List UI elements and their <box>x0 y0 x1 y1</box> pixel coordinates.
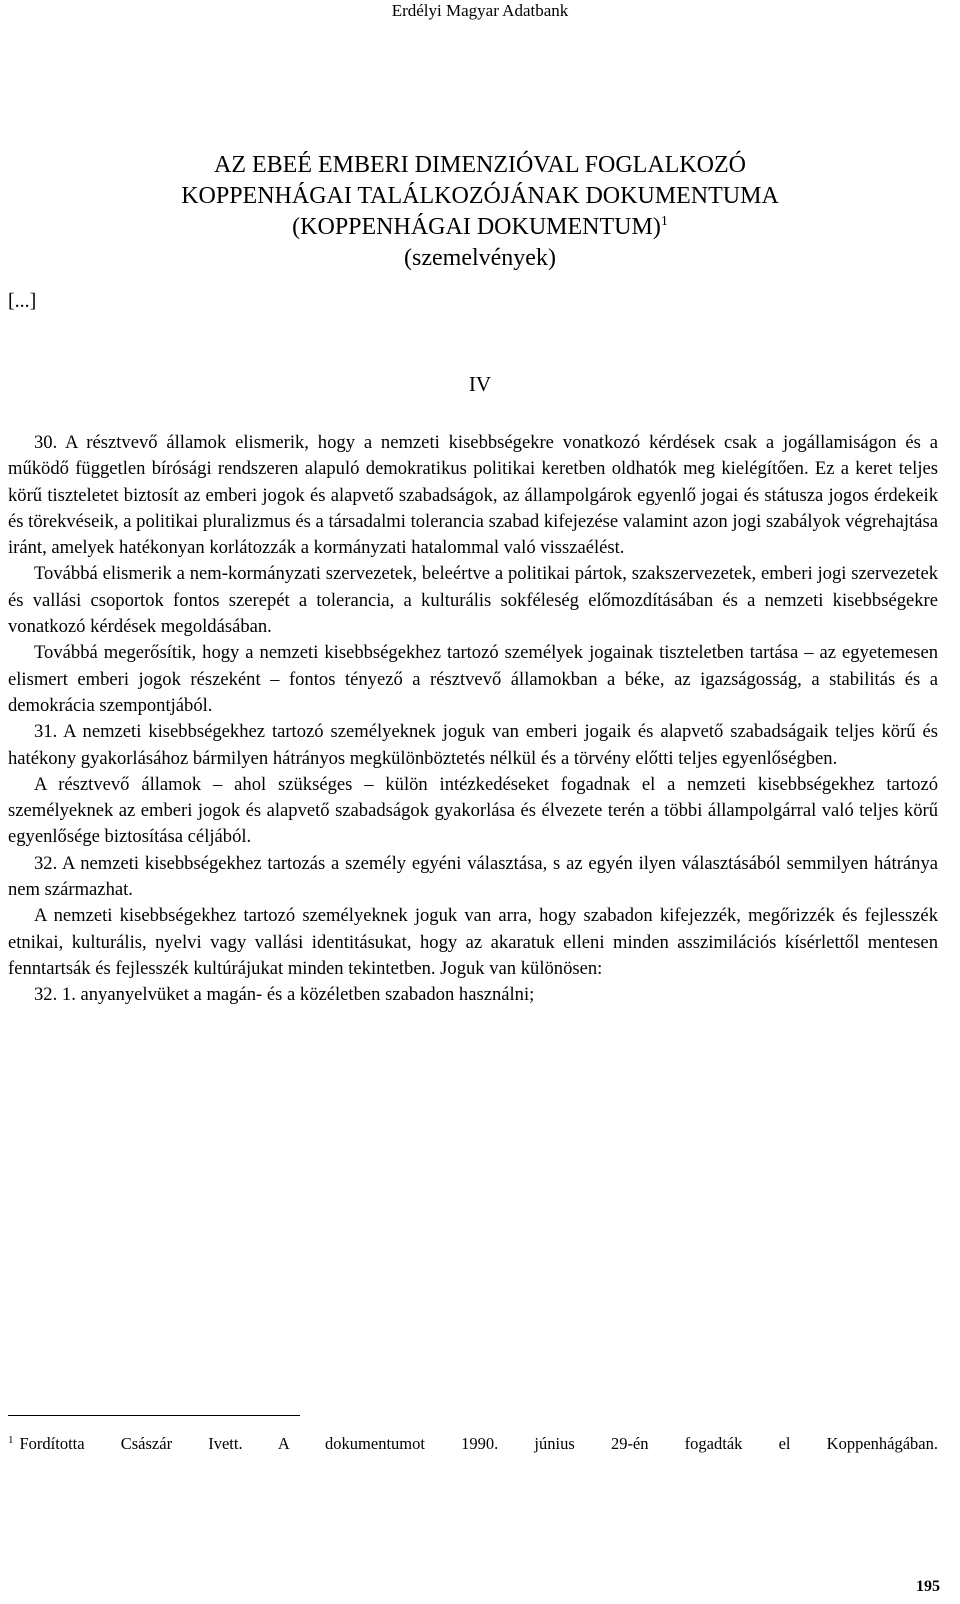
paragraph-32-identity: A nemzeti kisebbségekhez tartozó személyeknek joguk van arra, hogy szabadon kifejezzék, megőrizzék és fejlesszék etnikai, kulturális, nyelvi vagy vallási identitásukat, hogy az akaratuk elleni minden asszimilációs kísérlettől mentesen fenntartsák és fejlesszék kultúrájukat minden tekintetben. Joguk van különösen: <box>8 905 938 979</box>
section-numeral: IV <box>468 372 492 396</box>
paragraph-32: 32. A nemzeti kisebbségekhez tartozás a személy egyéni választása, s az egyén ilyen választásából semmilyen hátránya nem származhat. <box>8 852 938 901</box>
paragraph-31: 31. A nemzeti kisebbségekhez tartozó személyeknek joguk van emberi jogaik és alapvető szabadságaik teljes körű és hatékony gyakorlásához bármilyen hátrányos megkülönböztetés nélkül és a törvény előtti teljes egyenlőségben. <box>8 721 938 769</box>
footnote-marker: 1 <box>8 1433 14 1446</box>
footnote <box>8 1432 938 1456</box>
page-header: Erdélyi Magyar Adatbank <box>391 1 569 20</box>
title-line-3-text: (KOPPENHÁGAI DOKUMENTUM) <box>292 214 661 240</box>
title-line-4: (szemelvények) <box>404 245 556 271</box>
document-title <box>0 150 960 274</box>
paragraph-30-rights: Továbbá megerősítik, hogy a nemzeti kisebbségekhez tartozó személyek jogainak tiszteletben tartása – az egyetemesen elismert emberi jogok részeként – fontos tényező a résztvevő államokban a béke, az igazságosság, a stabilitás és a demokrácia szempontjából. <box>8 642 938 716</box>
document-body <box>8 430 938 1009</box>
omission-marker: [...] <box>8 290 37 312</box>
page-number: 195 <box>916 1578 940 1595</box>
title-line-2: KOPPENHÁGAI TALÁLKOZÓJÁNAK DOKUMENTUMA <box>181 183 779 209</box>
paragraph-32-1: 32. 1. anyanyelvüket a magán- és a közéletben szabadon használni; <box>34 984 535 1006</box>
title-line-3 <box>0 212 960 243</box>
footnote-reference: 1 <box>660 214 668 229</box>
title-line-1: AZ EBEÉ EMBERI DIMENZIÓVAL FOGLALKOZÓ <box>214 152 746 178</box>
paragraph-30-ngo: Továbbá elismerik a nem-kormányzati szervezetek, beleértve a politikai pártok, szakszervezetek, emberi jogi szervezetek és vallási csoportok fontos szerepét a tolerancia, a kulturális sokféleség előmozdításában és a nemzeti kisebbségekre vonatkozó kérdések megoldásában. <box>8 563 938 638</box>
footnote-text: Fordította Császár Ivett. A dokumentumot 1990. június 29-én fogadták el Koppenhágában. <box>19 1434 938 1453</box>
paragraph-30: 30. A résztvevő államok elismerik, hogy a nemzeti kisebbségekre vonatkozó kérdések csak a jogállamiságon és a működő független bírósági rendszeren alapuló demokratikus politikai keretben oldhatók meg kielégítően. Ez a keret teljes körű tiszteletet biztosít az emberi jogok és alapvető szabadságok, az állampolgárok egyenlő jogai és státusza jogos érdekeik és törekvéseik, a politikai pluralizmus és a társadalmi tolerancia szabad kifejezése valamint azon jogi szabályok végrehajtása iránt, amelyek hatékonyan korlátozzák a kormányzati hatalommal való visszaélést. <box>8 432 938 559</box>
footnote-divider <box>8 1415 300 1416</box>
paragraph-31-measures: A résztvevő államok – ahol szükséges – külön intézkedéseket fogadnak el a nemzeti kisebbségekhez tartozó személyeknek az emberi jogok és alapvető szabadságok gyakorlása és élvezete terén a többi állampolgárral való teljes körű egyenlősége biztosítása céljából. <box>8 773 938 848</box>
